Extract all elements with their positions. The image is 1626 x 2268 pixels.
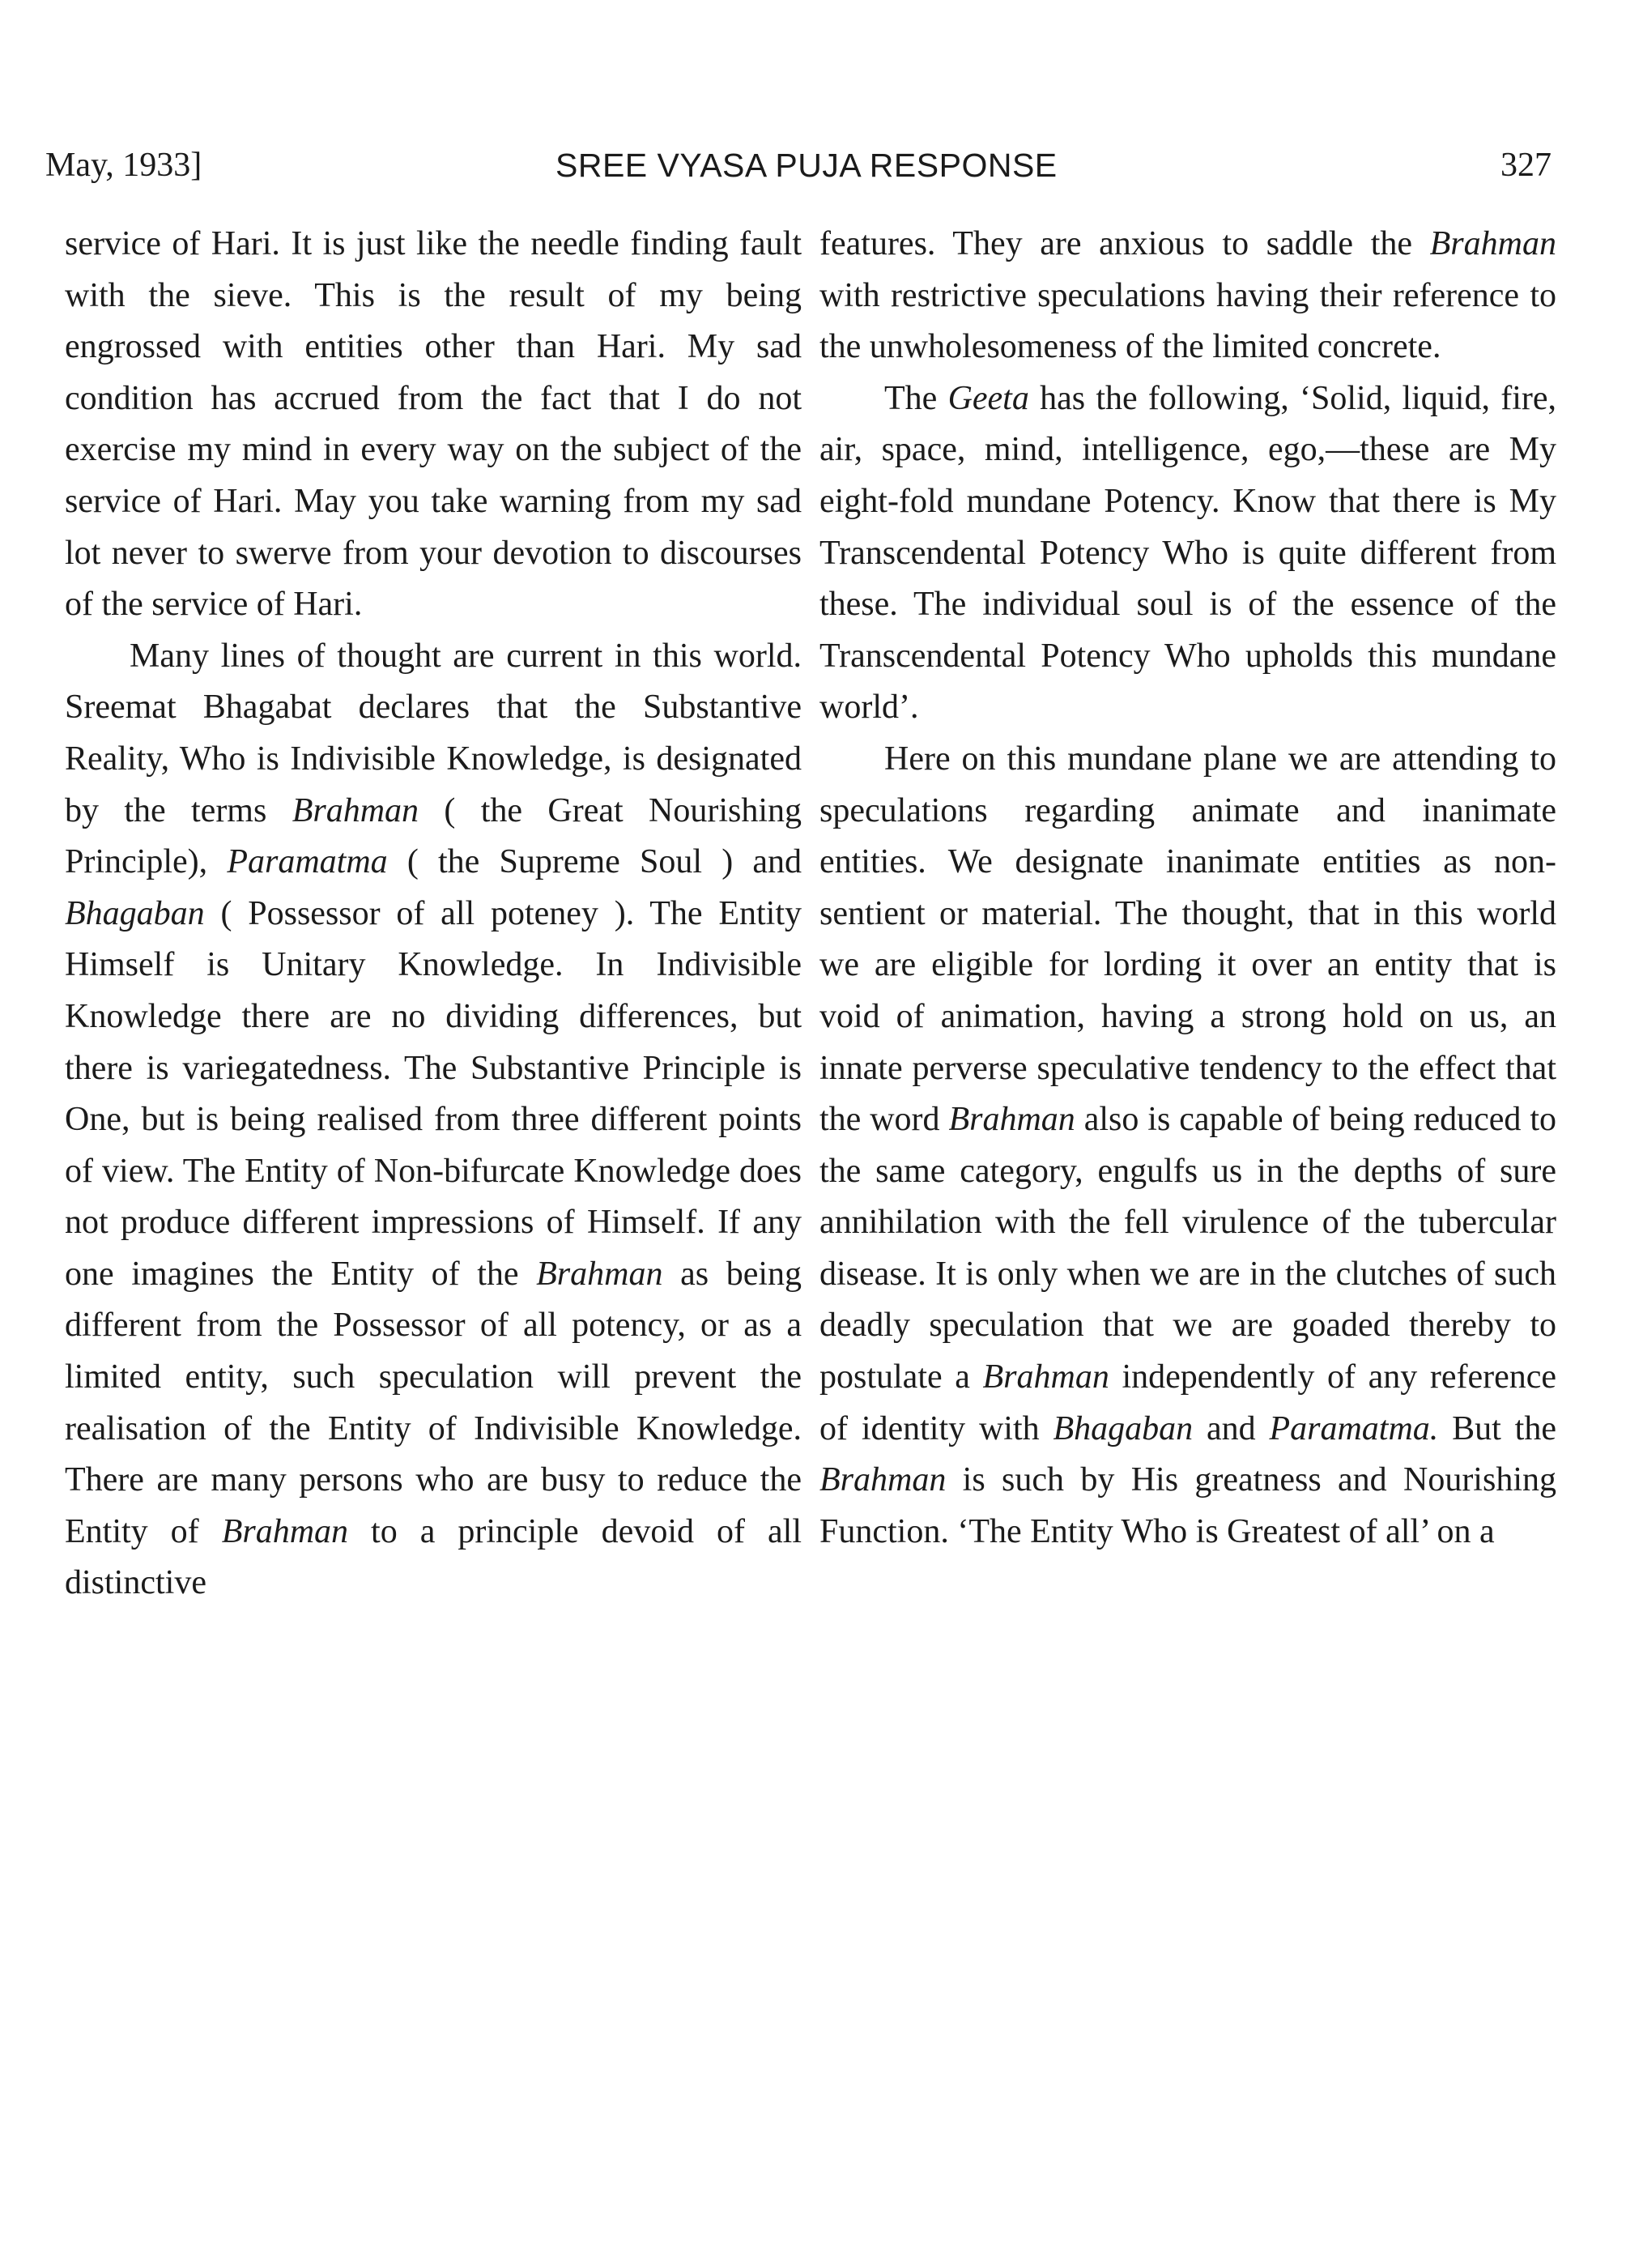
- text-run: with restrictive speculations having their reference to the unwholesomeness of the limited concrete.: [819, 276, 1556, 366]
- italic-term: Brahman: [221, 1512, 349, 1550]
- italic-term: Bhagaban: [1053, 1409, 1194, 1447]
- text-run: and: [1193, 1409, 1270, 1447]
- italic-term: Brahman: [536, 1255, 663, 1293]
- text-run: ( the Supreme Soul ) and: [387, 843, 802, 881]
- text-run: is such by His greatness and Nourishing Function. ‘The Entity Who is Greatest of all’ on a: [819, 1461, 1556, 1550]
- italic-term: Bhagaban: [65, 894, 205, 932]
- italic-term: Brahman: [1429, 225, 1556, 262]
- italic-term: Brahman: [948, 1101, 1075, 1139]
- text-run: independently of any reference of identity with: [819, 1358, 1556, 1447]
- text-run: as being different from the Possessor of all potency, or as a limited entity, such speculation will prevent the realisation of the Entity of Indivisible Knowledge. There are many persons who are busy to reduce the Entity of: [65, 1255, 802, 1550]
- text-run: has the following, ‘Solid, liquid, fire, air, space, mind, intelligence, ego,—these are My eight-fold mundane Potency. Know that there is My Transcendental Potency Who is quite different from these. The individual soul is of the essence of the Transcendental Potency Who upholds this mundane world’.: [819, 379, 1557, 727]
- text-run: Here on this mundane plane we are attending to speculations regarding animate and inanimate entities. We designate inanimate entities as non-sentient or material. The thought, that in this world we are eligible for lording it over an entity that is void of animation, having a strong hold on us, an innate perverse speculative tendency to the effect that the word: [819, 740, 1556, 1139]
- italic-term: Brahman: [982, 1358, 1109, 1396]
- right-column: [819, 219, 1556, 1558]
- paragraph: [819, 373, 1556, 734]
- text-run: service of Hari. It is just like the needle finding fault with the sieve. This is the result of my being engrossed with entities other than Hari. My sad condition has accrued from the fact that I do not exercise my mind in every way on the subject of the service of Hari. May you take warning from my sad lot never to swerve from your devotion to discourses of the service of Hari.: [65, 225, 802, 624]
- italic-term: Paramatma.: [1269, 1409, 1439, 1447]
- text-run: Many lines of thought are current in this world. Sreemat Bhagabat declares that the Substantive Reality, Who is Indivisible Knowledge, is designated by the terms: [65, 637, 802, 829]
- issue-date: May, 1933]: [45, 147, 202, 184]
- italic-term: Geeta: [947, 379, 1029, 417]
- text-run: also is capable of being reduced to the same category, engulfs us in the depths of sure annihilation with the fell virulence of the tubercular disease. It is only when we are in the clutches of such deadly speculation that we are goaded thereby to postulate a: [819, 1101, 1556, 1396]
- running-header: [45, 139, 1552, 191]
- paragraph: [819, 734, 1556, 1558]
- text-run: to a principle devoid of all distinctive: [65, 1512, 802, 1602]
- italic-term: Brahman: [292, 791, 419, 829]
- left-column: [65, 219, 802, 1609]
- page-number: 327: [1500, 147, 1552, 184]
- paragraph: [65, 219, 802, 631]
- text-run: ( Possessor of all poteney ). The Entity Himself is Unitary Knowledge. In Indivisible Knowledge there are no dividing differences, but there is variegatedness. The Substantive Principle is One, but is being realised from three different points of view. The Entity of Non-bifurcate Knowledge does not produce different impressions of Himself. If any one imagines the Entity of the: [65, 894, 802, 1293]
- text-run: But the: [1438, 1409, 1556, 1447]
- paragraph: [819, 219, 1556, 373]
- paragraph: [65, 631, 802, 1609]
- italic-term: Brahman: [819, 1461, 947, 1499]
- text-run: The: [884, 379, 948, 417]
- italic-term: Paramatma: [227, 843, 388, 881]
- text-run: features. They are anxious to saddle the: [819, 225, 1430, 262]
- text-run: ( the Great Nourishing Principle),: [65, 791, 802, 881]
- running-title: SREE VYASA PUJA RESPONSE: [555, 147, 1058, 184]
